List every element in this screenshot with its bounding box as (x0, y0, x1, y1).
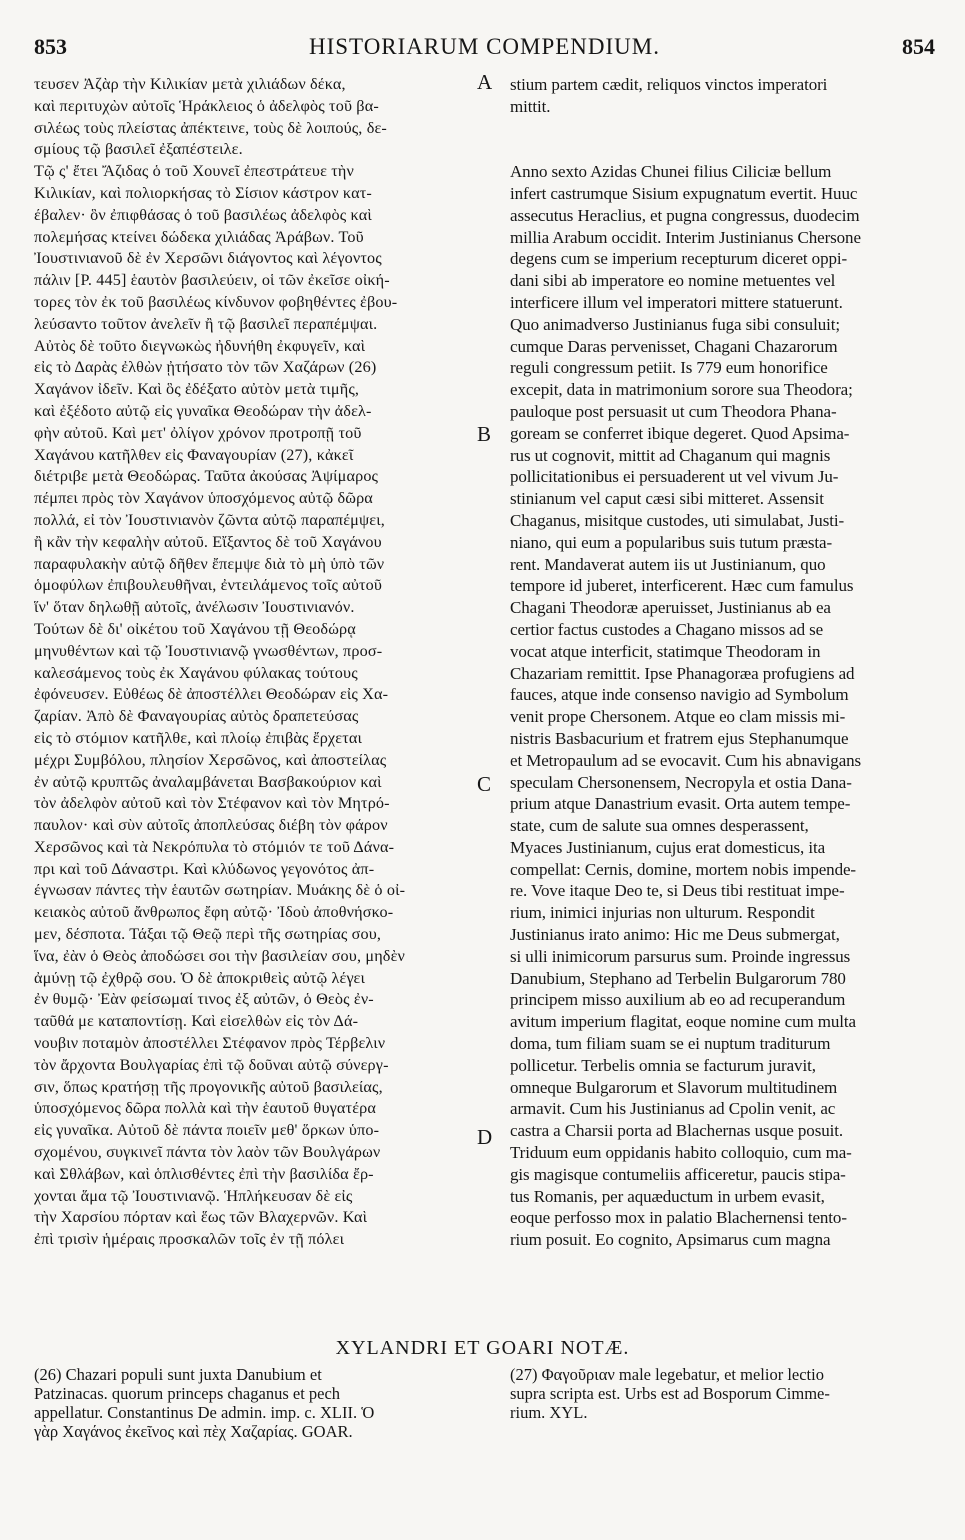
latin-text-line: assecutus Heraclius, et pugna congressus, duodecim (510, 205, 860, 225)
latin-text-column (510, 74, 934, 1251)
latin-text-line: reguli congressum petiit. Is 779 eum honorifice (510, 358, 828, 378)
greek-text-line: ἐφόνευσεν. Εὐθέως δὲ ἀποστέλλει Θεοδώραν εἰς Χα- (34, 685, 389, 704)
greek-text-line: μεν, δέσποτα. Τάξαι τῷ Θεῷ περὶ τῆς σωτηρίας σου, (34, 925, 382, 944)
greek-text-line: ὁμοφύλων ἐπιβουλευθῆναι, ἐντειλάμενος τοῖς αὐτοῦ (34, 576, 383, 595)
latin-text-line: stium partem cædit, reliquos vinctos imperatori (510, 75, 828, 94)
greek-text-line: τὸν ἀδελφὸν αὐτοῦ καὶ τὸν Στέφανον καὶ τὸν Μητρό- (34, 794, 390, 813)
greek-text-line: έγνωσαν πάντες τὴν ἑαυτῶν σωτηρίαν. Μυάκης δὲ ὁ οἰ- (34, 881, 406, 900)
greek-text-line: Τούτων δὲ δι' οἰκέτου τοῦ Χαγάνου τῇ Θεοδώρᾳ (34, 619, 356, 638)
footnote-27 (510, 1365, 934, 1422)
latin-text-line: tempore id juberet, interficerent. Hæc cum famulus (510, 576, 854, 596)
latin-text-line: castra a Charsii porta ad Blachernas usque posuit. (510, 1121, 844, 1141)
latin-text-line: state, cum de salute sua omnes desperassent, (510, 816, 809, 836)
greek-text-line: τευσεν Ἀζὰρ τὴν Κιλικίαν μετὰ χιλιάδων δέκα, (34, 75, 346, 93)
latin-text-line: niano, qui eum a popularibus suis tutum præsta- (510, 532, 833, 552)
latin-text-line: rium, inimici injurias non ulturum. Respondit (510, 903, 815, 923)
greek-text-line: σιλέως τοὺς πλείστας ἀπέκτεινε, τοὺς δὲ λοιπούς, δε- (34, 118, 387, 137)
latin-text-line: stinianum vel caput cæsi sibi mitteret. Assensit (510, 489, 824, 509)
greek-text-line: εἰς τὸ στόμιον κατῆλθε, καὶ πλοίῳ ἐπιβὰς ἔρχεται (34, 728, 363, 747)
notes-title: XYLANDRI ET GOARI NOTÆ. (335, 1337, 630, 1359)
greek-text-line: κειακὸς αὐτοῦ ἄνθρωπος ἔφη αὐτῷ· Ἰδοὺ ἀποθνήσκο- (34, 903, 394, 922)
greek-text-line: ἵν' ὅταν δηλωθῇ αὐτοῖς, ἀνέλωσιν Ἰουστινιανόν. (34, 598, 355, 617)
footnote-line: rium. XYL. (510, 1403, 588, 1422)
running-title: HISTORIARUM COMPENDIUM. (309, 34, 660, 59)
greek-text-line: καλεσάμενος τοὺς ἐκ Χαγάνου φύλακας τούτους (34, 663, 358, 682)
latin-text-line: excepit, data in matrimonium sorore sua Theodora; (510, 380, 853, 400)
latin-text-line: tus Romanis, per aquæductum in urbem evasit, (510, 1186, 825, 1206)
latin-text-line: doma, tum filiam suam se ei nuptum traditurum (510, 1034, 831, 1054)
greek-text-line: ὑποσχόμενος δῶρα πολλὰ καὶ τὴν ἑαυτοῦ θυγατέρα (34, 1099, 377, 1118)
latin-text-line: pollicitationibus ei persuaderent ut vel vivum Ju- (510, 467, 839, 487)
latin-text-line: rium posuit. Eo cognito, Apsimarus cum magna (510, 1230, 831, 1250)
page-number-right: 854 (902, 34, 935, 59)
latin-text-line: venit prope Chersonem. Atque eo clam missis mi- (510, 707, 846, 727)
latin-text-line: fauces, atque inde consenso navigio ad Symbolum (510, 685, 849, 705)
greek-text-column (34, 74, 474, 1251)
latin-text-line: gis magisque contumeliis afficeretur, paucis stipa- (510, 1164, 846, 1184)
latin-text-line: Anno sexto Azidas Chunei filius Ciliciæ bellum (510, 162, 832, 182)
footnote-line: (26) Chazari populi sunt juxta Danubium et (34, 1365, 322, 1384)
latin-text-line: avitum imperium flagitat, eoque nomine cum multa (510, 1012, 856, 1032)
greek-text-line: καὶ Σθλάβων, καὶ ὁπλισθέντες ἐπὶ τὴν βασιλίδα ἔρ- (34, 1164, 374, 1183)
greek-text-line: Χαγάνου κατῆλθεν εἰς Φαναγουρίαν (27), κἀκεῖ (34, 445, 354, 464)
greek-text-line: πολλά, εἰ τὸν Ἰουστινιανὸν ζῶντα αὐτῷ παραπέμψει, (34, 510, 385, 529)
greek-text-line: Κιλικίαν, καὶ πολιορκήσας τὸ Σίσιον κάστρον κατ- (34, 183, 372, 202)
latin-text-line: mittit. (510, 96, 551, 116)
greek-text-line: τὸν ἄρχοντα Βουλγαρίας ἐπὶ τῷ δοῦναι αὐτῷ σύνεργ- (34, 1055, 389, 1074)
latin-text-line: rent. Mandaverat autem iis ut Justinianum, quo (510, 554, 826, 574)
latin-text-line: interficere illum vel imperatori mittere statuerunt. (510, 292, 843, 312)
greek-text-line: σμίους τῷ βασιλεῖ ἐξαπέστειλε. (34, 140, 243, 159)
section-marker-b: B (477, 422, 492, 446)
greek-text-line: εἰς τὸ Δαρὰς ἐλθὼν ᾐτήσατο τὸν τῶν Χαζάρων (26) (34, 358, 377, 377)
greek-text-line: Χαγάνον ἰδεῖν. Καὶ ὃς ἐδέξατο αὐτὸν μετὰ τιμῆς, (34, 380, 360, 399)
latin-text-line: infert castrumque Sisium expugnatum evertit. Huuc (510, 183, 858, 203)
latin-text-line: et Metropaulum ad se evocavit. Cum his abnavigans (510, 750, 862, 770)
greek-text-line: τὴν Χαρσίου πόρταν καὶ ἕως τῶν Βλαχερνῶν. Καὶ (34, 1208, 368, 1227)
greek-text-line: σχομένου, συγκινεῖ πάντα τὸν λαὸν τῶν Βουλγάρων (34, 1143, 381, 1162)
latin-text-line: Justinianus irato animo: Hic me Deus submergat, (510, 925, 840, 945)
greek-text-line: ἐν αὐτῷ κρυπτῶς ἀναλαμβάνεται Βασβακούριον καὶ (34, 772, 382, 791)
greek-text-line: ἵνα, ἐὰν ὁ Θεὸς ἀποδώσει σοι τὴν βασιλείαν σου, μηδὲν (34, 946, 405, 965)
latin-text-line: Chagani Theodoræ aperuisset, Justinianus ab ea (510, 598, 831, 618)
greek-text-line: πολεμήσας κτείνει δώδεκα χιλιάδας Ἀράβων. Τοῦ (34, 227, 364, 246)
footnote-line: γὰρ Χαγάνος ἐκεῖνος καὶ πὲχ Χαζαρίας. GOAR. (34, 1422, 353, 1441)
footnote-26 (34, 1365, 474, 1441)
latin-text-line: si ulli inimicorum parsurus sum. Proinde ingressus (510, 946, 851, 966)
latin-text-line: eoque perfosso mox in palatio Blachernensi tento- (510, 1208, 847, 1228)
latin-text-line: cumque Daras pervenisset, Chagani Chazarorum (510, 336, 838, 356)
latin-text-line: re. Vove itaque Deo te, si Deus tibi restituat impe- (510, 881, 845, 901)
latin-text-line: vocat atque interficit, statimque Theodoram in (510, 641, 821, 661)
greek-text-line: παραφυλακὴν αὐτῷ δῆθεν ἔπεμψε διὰ τὸ μὴ ὑπὸ τῶν (34, 554, 385, 573)
section-marker-c: C (477, 772, 492, 796)
latin-text-line: Triduum eum oppidanis habito colloquio, cum ma- (510, 1143, 852, 1163)
greek-text-line: ἢ κἂν τὴν κεφαλὴν αὐτοῦ. Εἴξαντος δὲ τοῦ Χαγάνου (34, 532, 382, 551)
latin-text-line: pauloque post persuasit ut cum Theodora Phana- (510, 401, 837, 421)
latin-text-line: certior factus custodes a Chagano missos ad se (510, 619, 824, 639)
latin-text-line: Danubium, Stephano ad Terbelin Bulgarorum 780 (510, 968, 846, 988)
latin-text-line: Myaces Justinianum, cujus erat domesticus, ita (510, 837, 826, 857)
greek-text-line: καὶ περιτυχὼν αὐτοῖς Ἡράκλειος ὁ ἀδελφὸς τοῦ βα- (34, 96, 379, 115)
footnote-line: supra scripta est. Urbs est ad Bosporum Cimme- (510, 1384, 830, 1403)
footnote-line: (27) Φαγοῦριαν male legebatur, et melior lectio (510, 1365, 824, 1384)
page-header (34, 34, 935, 64)
greek-text-line: ἐπὶ τρισὶν ἡμέραις προσκαλῶν τοῖς ἐν τῇ πόλει (34, 1230, 345, 1249)
greek-text-line: ἀμύνῃ τῷ ἐχθρῷ σου. Ὁ δὲ ἀποκριθεὶς αὐτῷ λέγει (34, 968, 365, 987)
greek-text-line: σιν, ὅπως κρατήσῃ τῆς προγονικῆς αὐτοῦ βασιλείας, (34, 1077, 383, 1096)
greek-text-line: πρι καὶ τοῦ Δάναστρι. Καὶ κλύδωνος γεγονότος ἀπ- (34, 859, 375, 878)
latin-text-line: millia Arabum occidit. Interim Justinianus Chersone (510, 227, 861, 247)
latin-text-line: omneque Bulgarorum et Slavorum multitudinem (510, 1077, 838, 1097)
greek-text-line: διέτριβε μετὰ Θεοδώρας. Ταῦτα ἀκούσας Ἀψίμαρος (34, 467, 379, 486)
page-number-left: 853 (34, 34, 67, 59)
greek-text-line: φὴν αὐτοῦ. Καὶ μετ' ὀλίγον χρόνον προτροπῇ τοῦ (34, 423, 362, 442)
greek-text-line: Χερσῶνος καὶ τὰ Νεκρόπυλα τὸ στόμιόν τε τοῦ Δάνα- (34, 837, 395, 856)
greek-text-line: πέμπει πρὸς τὸν Χαγάνον ὑποσχόμενος αὐτῷ δῶρα (34, 489, 373, 508)
greek-text-line: νουβιν ποταμὸν ἀποστέλλει Στέφανον πρὸς Τέρβελιν (34, 1034, 386, 1053)
greek-text-line: έβαλεν· ὃν ἐπιφθάσας ὁ τοῦ βασιλέως ἀδελφὸς καὶ (34, 205, 372, 224)
greek-text-line: Αὐτὸς δὲ τοῦτο διεγνωκὼς ἠδυνήθη ἐκφυγεῖν, καὶ (34, 336, 366, 355)
greek-text-line: τορες τὸν ἐκ τοῦ βασιλέως κίνδυνον φοβηθέντες ἐβου- (34, 292, 398, 311)
greek-text-line: μηνυθέντων καὶ τῷ Ἰουστινιανῷ γνωσθέντων, προσ- (34, 641, 383, 660)
latin-text-line: nistris Basbacurium et fratrem ejus Stephanumque (510, 728, 849, 748)
latin-text-line: compellat: Cernis, domine, mortem nobis impende- (510, 859, 856, 879)
latin-text-line: principem misso auxilium ab eo ad recuperandum (510, 990, 846, 1010)
greek-text-line: Ἰουστινιανοῦ δὲ ἐν Χερσῶνι διάγοντος καὶ λέγοντος (34, 249, 382, 268)
section-marker-a: A (477, 70, 493, 94)
latin-text-line: dani sibi ab imperatore eo nomine metuentes vel (510, 271, 836, 291)
latin-text-line: Chaganus, misitque custodes, uti simulabat, Justi- (510, 510, 845, 530)
latin-text-line: prium atque Danastrium evasit. Orta autem tempe- (510, 794, 851, 814)
greek-text-line: πάλιν [P. 445] ἑαυτὸν βασιλεύειν, οἱ τῶν ἐκεῖσε οἰκή- (34, 271, 390, 290)
greek-text-line: Τῷ ς' ἔτει Ἄζιδας ὁ τοῦ Χουνεῖ ἐπεστράτευε τὴν (34, 162, 354, 181)
greek-text-line: ἐν θυμῷ· Ἐὰν φείσωμαί τινος ἐξ αὐτῶν, ὁ Θεὸς ἐν- (34, 990, 374, 1009)
latin-text-line: Chazariam remittit. Ipse Phanagoræa profugiens ad (510, 663, 855, 683)
section-marker-d: D (477, 1125, 493, 1149)
latin-text-line: degens cum se imperium recepturum diceret oppi- (510, 249, 848, 269)
latin-text-line (510, 118, 934, 140)
latin-text-line: pollicetur. Terbelis omnia se facturum juravit, (510, 1055, 816, 1075)
greek-text-line: ζαρίαν. Ἀπὸ δὲ Φαναγουρίας αὐτὸς δραπετεύσας (34, 707, 359, 726)
greek-text-line: χονται ἅμα τῷ Ἰουστινιανῷ. Ἡπλήκευσαν δὲ εἰς (34, 1186, 353, 1205)
latin-text-line: armavit. Cum his Justinianus ad Cpolin venit, ac (510, 1099, 836, 1119)
footnote-line: Patzinacas. quorum princeps chaganus et pech (34, 1384, 341, 1403)
latin-text-line: speculam Chersonensem, Necropyla et ostia Dana- (510, 772, 852, 792)
latin-text-line (510, 139, 934, 161)
greek-text-line: λεύσαντο τοῦτον ἀνελεῖν ἢ τῷ βασιλεῖ περαπέμψαι. (34, 314, 378, 333)
greek-text-line: εἰς γυναῖκα. Αὐτοῦ δὲ πάντα ποιεῖν μεθ' ὅρκων ὑπο- (34, 1121, 380, 1140)
greek-text-line: ταῦθά με καταποντίσῃ. Καὶ εἰσελθὼν εἰς τὸν Δά- (34, 1012, 359, 1031)
greek-text-line: καὶ ἐξέδοτο αὐτῷ εἰς γυναῖκα Θεοδώραν τὴν ἀδελ- (34, 401, 372, 420)
greek-text-line: παυλον· καὶ σὺν αὐτοῖς ἀποπλεύσας διέβη τὸν φάρον (34, 816, 388, 835)
footnote-line: appellatur. Constantinus De admin. imp. c. XLII. Ὁ (34, 1403, 375, 1422)
greek-text-line: μέχρι Συμβόλου, πλησίον Χερσῶνος, καὶ ἀποστείλας (34, 750, 387, 769)
latin-text-line: rus ut cognovit, mittit ad Chaganum qui magnis (510, 445, 831, 465)
latin-text-line: Quo animadverso Justinianus fuga sibi consuluit; (510, 314, 840, 334)
latin-text-line: goream se conferret ibique degeret. Quod Apsima- (510, 423, 850, 443)
